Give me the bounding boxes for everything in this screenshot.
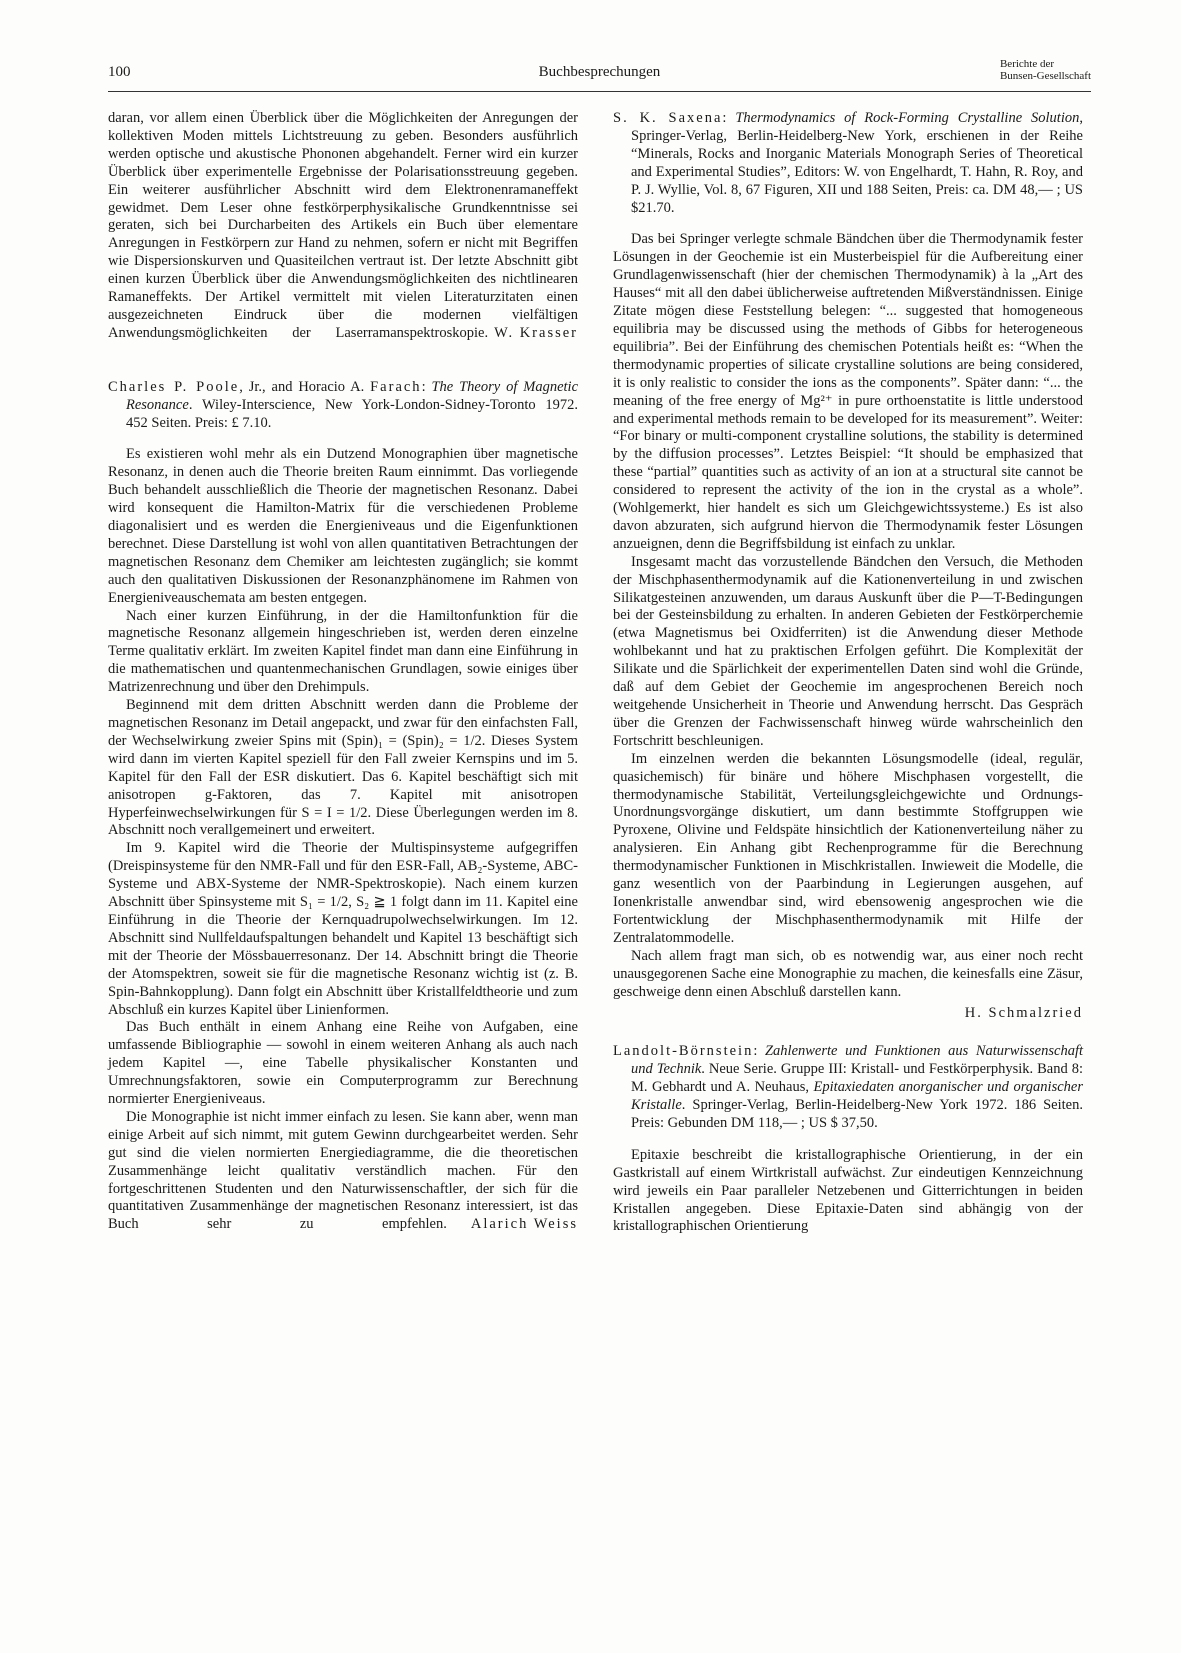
- section-title: Buchbesprechungen: [538, 64, 661, 80]
- reviewer-signature: H. Schmalzried: [964, 1005, 1083, 1022]
- journal-name-line1: Berichte der: [999, 58, 1055, 70]
- review-paragraph: Nach allem fragt man sich, ob es notwendig war, aus einer noch recht unausgegorenen Sache eine Monographie zu machen, die keinesfalls eine Zäsur, geschweige denn einen Abschluß darstellen kann.: [613, 947, 1083, 1000]
- journal-name-line2: Bunsen-Gesellschaft: [999, 70, 1091, 82]
- citation-author-suffix: , Jr., and Horacio A.: [239, 378, 371, 395]
- citation-details: , Springer-Verlag, Berlin-Heidelberg-New York, erschienen in der Reihe “Minerals, Rocks and Inorganic Materials Monograph Series of Theoretical and Experimental Studies”, Editors: W. von Engelhardt, T. Hahn, R. Roy, and P. J. Wyllie, Vol. 8, 67 Figuren, XII und 188 Seiten, Preis: ca. DM 48,— ; US $21.70.: [631, 110, 1083, 216]
- review-paragraph: Nach einer kurzen Einführung, in der die Hamiltonfunktion für die magnetische Resonanz allgemein hingeschrieben ist, werden deren einzelne Terme qualitativ erklärt. Im zweiten Kapitel findet man dann eine Einführung in die mathematischen und quantenmechanischen Grundlagen, sowie einiges über Matrizenrechnung und über den Drehimpuls.: [108, 607, 578, 696]
- book-citation: Landolt-Börnstein: Zahlenwerte und Funktionen aus Naturwissenschaft und Technik. Neue Serie. Gruppe III: Kristall- und Festkörperphysik. Band 8: M. Gebhardt und A. Neuhaus, Epitaxiedaten anorganischer und organischer Kristalle. Springer-Verlag, Berlin-Heidelberg-New York 1972. 186 Seiten. Preis: Gebunden DM 118,— ; US $ 37,50.: [613, 1043, 1084, 1131]
- review-paragraph: Epitaxie beschreibt die kristallographische Orientierung, in der ein Gastkristall auf einem Wirtkristall aufwächst. Zur eindeutigen Kennzeichnung wird jeweils ein Paar paralleler Netzebenen und Gitterrichtungen in beiden Kristallen angegeben. Diese Epitaxie-Daten sind abhängig von der kristallographischen Orientierung: [613, 1146, 1083, 1235]
- citation-subtitle: Epitaxiedaten anorganischer und organischer Kristalle: [631, 1079, 1083, 1114]
- citation-details: . Wiley-Interscience, New York-London-Sidney-Toronto 1972. 452 Seiten. Preis: £ 7.10.: [126, 396, 578, 431]
- running-header: [108, 58, 1091, 92]
- citation-title: The Theory of Magnetic Resonance: [126, 378, 579, 413]
- review-paragraph: Beginnend mit dem dritten Abschnitt werden dann die Probleme der magnetischen Resonanz im Detail angepackt, und zwar für den einfachsten Fall, der Wechselwirkung zweier Spins mit (Spin)₁ = (Spin)₂ = 1/2. Dieses System wird dann im vierten Kapitel speziell für den Fall zweier Kernspins und im 5. Kapitel für den Fall der ESR diskutiert. Das 6. Kapitel beschäftigt sich mit anisotropen g-Faktoren, das 7. Kapitel mit anisotropen Hyperfeinwechselwirkungen für S = I = 1/2. Diese Überlegungen werden im 8. Abschnitt noch verallgemeinert und erweitert.: [108, 697, 578, 839]
- review-paragraph: [108, 1109, 578, 1252]
- paragraph-text: Die Monographie ist nicht immer einfach zu lesen. Sie kann aber, wenn man einige Arbeit auf sich nimmt, mit gutem Gewinn durchgearbeitet werden. Sehr gut sind die vielen normierten Energiediagramme, die die theoretischen Zusammenhänge leicht qualitativ verständlich machen. Für den fortgeschrittenen Studenten und den Naturwissenschaftler, der sich für die quantitativen Zusammenhänge der magnetischen Resonanz interessiert, ist das Buch sehr zu empfehlen.: [108, 1108, 578, 1233]
- review-paragraph: Das Buch enthält in einem Anhang eine Reihe von Aufgaben, eine umfassende Bibliographie — sowohl in einem weiteren Anhang als auch nach jedem Kapitel —, eine Tabelle physikalischer Konstanten und Umrechnungsfaktoren, sowie ein Computerprogramm zur Berechnung normierter Energieniveaus.: [108, 1019, 578, 1108]
- citation-title: Zahlenwerte und Funktionen aus Naturwissenschaft und Technik: [631, 1043, 1084, 1078]
- review-paragraph: Im einzelnen werden die bekannten Lösungsmodelle (ideal, regulär, quasichemisch) für binäre und höhere Mischphasen vorgestellt, die thermodynamische Stabilität, Verteilungsgleichgewichte und Ordnungs-Unordnungsvorgänge diskutiert, um dann bestimmte Stoffgruppen wie Pyroxene, Olivine und Feldspäte hinsichtlich der Kationenverteilung näher zu analysieren. Ein Anhang gibt Rechenprogramme für die Berechnung thermodynamischer Funktionen in Mischkristallen. Inwieweit die Modelle, die ganz wesentlich von der Paarbindung in Legierungen ausgehen, auf Ionenkristalle anwendbar sind, wird ebensowenig angesprochen wie die Fortentwicklung der Mischphasenthermodynamik mit Hilfe der Zentralatommodelle.: [613, 750, 1083, 946]
- review-paragraph: Insgesamt macht das vorzustellende Bändchen den Versuch, die Methoden der Mischphasenthermodynamik auf die Kationenverteilung in und zwischen Silikatgesteinen anzuwenden, um daraus Auskunft über die P—T-Bedingungen bei der Gesteinsbildung zu erhalten. In anderen Gebieten der Festkörperchemie (etwa Magnetismus bei Oxidferriten) ist die Anwendung dieser Methode wohlbekannt und hat zu praktischen Erfolgen geführt. Die Komplexität der Silikate und die Spärlichkeit der experimentellen Daten sind wohl die Gründe, daß auf dem Gebiet der Geochemie im angesprochenen Bereich noch weitgehende Unsicherheit in Theorie und Anwendung herrscht. Das Gespräch über die Grenzen der Fachwissenschaft hinweg würde wahrscheinlich den Fortschritt beschleunigen.: [613, 553, 1083, 749]
- citation-details: . Springer-Verlag, Berlin-Heidelberg-New York 1972. 186 Seiten. Preis: Gebunden DM 118,— ; US $ 37,50.: [631, 1097, 1083, 1131]
- book-citation: Charles P. Poole, Jr., and Horacio A. Farach: The Theory of Magnetic Resonance. Wiley-Interscience, New York-London-Sidney-Toronto 1972. 452 Seiten. Preis: £ 7.10.: [108, 378, 579, 431]
- citation-author: Farach: [370, 378, 422, 395]
- citation-author: Landolt-Börnstein: [613, 1043, 754, 1060]
- right-column: [613, 110, 1083, 1236]
- review-paragraph: Im 9. Kapitel wird die Theorie der Multispinsysteme aufgegriffen (Dreispinsysteme für den NMR-Fall und für den ESR-Fall, AB₂-Systeme, ABC-Systeme und ABX-Systeme der NMR-Spektroskopie). Nach einem kurzen Abschnitt über Spinsysteme mit S₁ = 1/2, S₂ ≧ 1 folgt dann im 11. Kapitel eine Einführung in die Theorie der Kernquadrupolwechselwirkungen. Im 12. Abschnitt sind Nullfeldaufspaltungen behandelt und Kapitel 13 beschäftigt sich mit der Theorie der Mössbauerresonanz. Der 14. Abschnitt bringt die Theorie der Atomspektren, soweit sie für die magnetische Resonanz wichtig ist (z. B. Spin-Bahnkopplung). Dann folgt ein Abschnitt über Kristallfeldtheorie und zum Abschluß ein kurzes Kapitel über Linienformen.: [108, 840, 578, 1018]
- page-number: 100: [108, 64, 131, 80]
- left-column: [108, 110, 578, 1252]
- paragraph-text: daran, vor allem einen Überblick über die Möglichkeiten der Anregungen der kollektiven Moden mittels Lichtstreuung zu geben. Besonders ausführlich werden optische und akustische Phononen abgehandelt. Ferner wird ein kurzer Überblick über experimentelle Ergebnisse der Polarisationsstreuung gegeben. Ein weiterer ausführlicher Abschnitt wird dem Elektronenramaneffekt gewidmet. Dem Leser ohne festkörperphysikalische Grundkenntnisse sei geraten, sich bei Durcharbeiten des Artikels ein Buch über elementare Anregungen in Festkörpern zur Hand zu nehmen, sofern er nicht mit Begriffen wie Dispersionskurven und Quasiteilchen vertraut ist. Der letzte Abschnitt gibt einen kurzen Überblick über die Anwendungsmöglichkeiten des nichtlinearen Ramaneffekts. Der Artikel vermittelt mit vielen Literaturzitaten einen ausgezeichneten Eindruck über die modernen vielfältigen Anwendungsmöglichkeiten der Laserramanspektroskopie.: [108, 110, 578, 341]
- citation-author: Charles P. Poole: [108, 378, 240, 395]
- review-paragraph: Es existieren wohl mehr als ein Dutzend Monographien über magnetische Resonanz, in denen auch die Theorie breiten Raum einnimmt. Das vorliegende Buch behandelt ausschließlich die Theorie der magnetischen Resonanz. Dabei wird konsequent die Hamilton-Matrix für die verschiedenen Probleme diagonalisiert und es werden die Energieniveaus und die Eigenfunktionen berechnet. Diese Darstellung ist wohl von allen quantitativen Betrachtungen der magnetischen Resonanz dem Chemiker am leichtesten zugänglich; sie kommt auch den qualitativen Diskussionen der Resonanzphänomene im Rahmen von Energieniveauschemata am besten entgegen.: [108, 446, 578, 606]
- paragraph-continued: [108, 110, 578, 361]
- citation-details: . Neue Serie. Gruppe III: Kristall- und Festkörperphysik. Band 8: M. Gebhardt und A. Neuhaus,: [631, 1061, 1083, 1096]
- reviewer-signature: Alarich Weiss: [470, 1216, 578, 1233]
- header-rule: [108, 91, 1091, 92]
- citation-title: Thermodynamics of Rock-Forming Crystalline Solution: [735, 110, 1080, 126]
- reviewer-signature: W. Krasser: [494, 324, 578, 341]
- journal-name: [1000, 58, 1091, 82]
- book-citation: S. K. Saxena: Thermodynamics of Rock-Forming Crystalline Solution, Springer-Verlag, Berlin-Heidelberg-New York, erschienen in der Reihe “Minerals, Rocks and Inorganic Materials Monograph Series of Theoretical and Experimental Studies”, Editors: W. von Engelhardt, T. Hahn, R. Roy, and P. J. Wyllie, Vol. 8, 67 Figuren, XII und 188 Seiten, Preis: ca. DM 48,— ; US $21.70.: [613, 110, 1083, 216]
- review-paragraph: Das bei Springer verlegte schmale Bändchen über die Thermodynamik fester Lösungen in der Geochemie ist ein Musterbeispiel für die Aufbereitung einer Grundlagenwissenschaft (hier der chemischen Thermodynamik) à la „Art des Hauses“ mit all den dabei üblicherweise auftretenden Mißverständnissen. Einige Zitate mögen diese Feststellung belegen: “... suggested that homogeneous equilibria may be discussed using the methods of Gibbs for heterogeneous equilibria”. Bei der Einführung des chemischen Potentials heißt es: “When the thermodynamic properties of silicate crystalline solutions are being considered, it is only realistic to consider the ions as the components”. Später dann: “... the meaning of the free energy of Mg²⁺ in pure orthoenstatite is little understood and experimental methods remain to be developed for its measurement”. Weiter: “For binary or multi-component crystalline solutions, the stability is determined by the diffusion processes”. Letztes Beispiel: “It should be emphasized that these “partial” quantities such as activity of an ion at a structural site cannot be considered to represent the activity of the ion in the crystal as a whole”. (Wohlgemerkt, hier handelt es sich um Gleichgewichtssysteme.) Es ist also davon abzuraten, sich aufgrund hiervon die Thermodynamik fester Lösungen anzueignen, denn die Begriffsbildung ist einfach zu unklar.: [613, 231, 1083, 552]
- citation-author: S. K. Saxena: [613, 110, 723, 126]
